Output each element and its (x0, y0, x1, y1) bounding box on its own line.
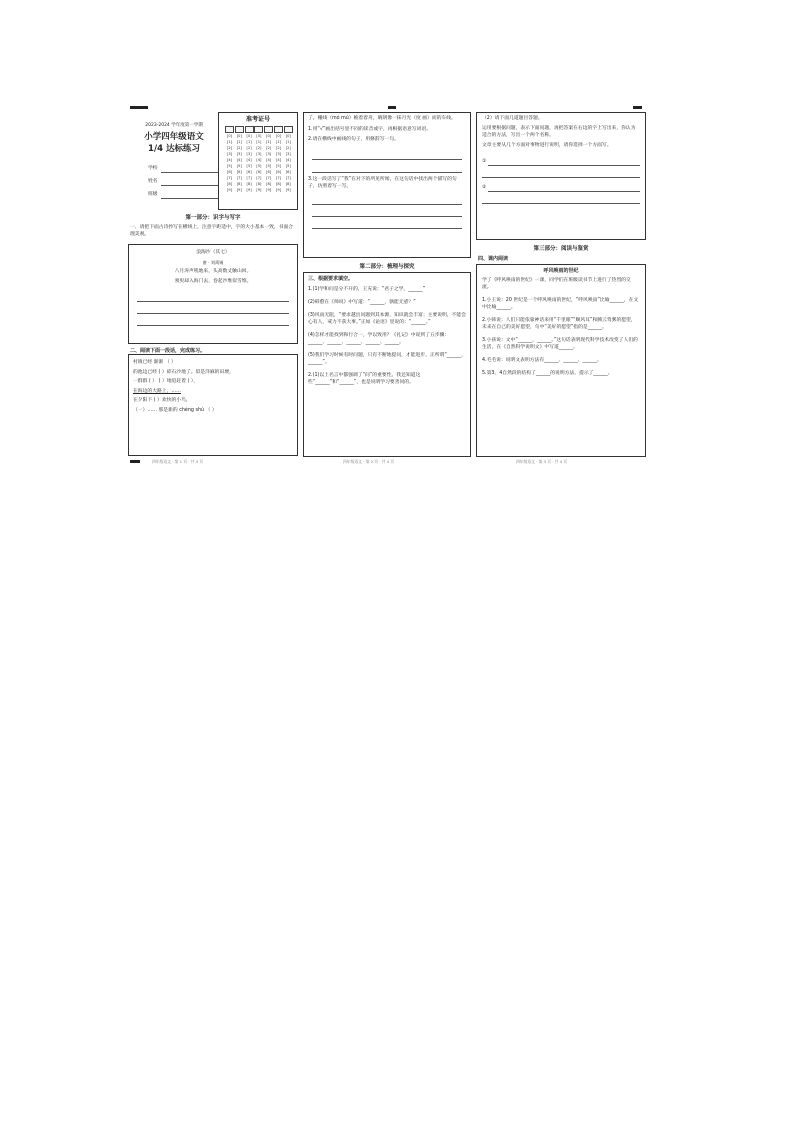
answer-blank-1-cont[interactable] (482, 168, 640, 178)
exam-number-box (218, 112, 298, 210)
exam-number-bubble[interactable]: [2] (256, 145, 262, 150)
exam-number-bubble[interactable]: [8] (256, 182, 262, 187)
passage-line: （一）…… 那是新的 chéng shú （ ） (133, 407, 217, 413)
exam-number-bubble[interactable]: [8] (266, 182, 272, 187)
exam-number-bubble[interactable]: [7] (285, 176, 291, 181)
exam-number-bubble[interactable]: [1] (246, 139, 252, 144)
top-question: （2）请下面几道题目答题。 (482, 116, 543, 121)
column-b (303, 112, 471, 464)
exam-number-bubble[interactable]: [9] (266, 188, 272, 193)
field-class[interactable]: 班级 (148, 186, 218, 199)
column-c (476, 112, 646, 464)
exam-number-bubble[interactable]: [5] (226, 163, 233, 168)
passage-line-underlined: 在海边的大路上，…… (133, 388, 181, 394)
exam-number-bubble[interactable]: [4] (226, 157, 233, 162)
exam-number-bubble[interactable]: [2] (285, 145, 291, 150)
poem-author: 唐 · 刘禹锡 (202, 259, 224, 265)
exam-number-label: 准考证号 (245, 116, 270, 123)
exam-number-bubble[interactable]: [7] (226, 176, 233, 181)
q3-item-3: 3.这一段话写了“我”在对下的所见所闻，在这句话中找出两个描写的句子，仿照着写一写。 (308, 176, 457, 189)
exam-title: 小学四年级语文 (144, 132, 204, 142)
exam-number-bubble[interactable]: [6] (285, 170, 291, 175)
exam-number-bubble[interactable]: [4] (256, 157, 262, 162)
exam-number-bubble[interactable]: [3] (266, 151, 272, 156)
q4-item: 1.(1)学和问是分不开的，王充说：“君子之学，______” (308, 287, 426, 293)
top-text: 运用要根据问题，表示下面问题，再把答案在右边的字上写出来，你认为适合的方法，写出一个两个名称。 (482, 125, 636, 138)
exam-number-bubble[interactable]: [7] (246, 176, 252, 181)
q3-answer-lines-b[interactable] (312, 193, 462, 229)
exam-number-bubble[interactable]: [6] (275, 170, 282, 175)
exam-number-bubble[interactable]: [6] (236, 170, 242, 175)
page-footer-2: 四年级语文 · 第 2 页 · 共 4 页 (343, 459, 395, 464)
exam-number-bubble[interactable]: [8] (246, 182, 252, 187)
q4-box (303, 272, 471, 457)
exam-number-bubble[interactable]: [3] (275, 151, 282, 156)
exam-number-bubble[interactable]: [1] (266, 139, 272, 144)
q2-heading: 二、阅读下面一段话，完成练习。 (130, 348, 206, 354)
q4-item: (4)怎样才能找到和行合一，学以致用？《礼记》中说到了五步骤：______、______、______、______、______。 (308, 333, 450, 346)
poem-line-2: 须臾却入海门去，卷起沙堆似雪堆。 (174, 279, 252, 284)
exam-number-bubble[interactable]: [5] (285, 163, 291, 168)
poem-box (128, 244, 298, 344)
exam-number-grid (225, 126, 293, 194)
exam-number-bubble[interactable]: [1] (285, 139, 291, 144)
exam-number-bubble[interactable]: [8] (226, 182, 233, 187)
exam-number-bubbles[interactable] (225, 134, 293, 194)
exam-number-bubble[interactable]: [9] (285, 188, 291, 193)
reading-title: 呼风唤雨的世纪 (543, 268, 579, 274)
exam-number-bubble[interactable]: [0] (266, 133, 272, 138)
reading-item: 1.小王说：20 世纪是一个呼风唤雨的世纪，“呼风唤雨”比喻______，在文中比喻______。 (482, 298, 639, 311)
passage-line: 一群群 ( ） ( ）地追赶着 ( ）， (133, 379, 199, 384)
copy-lines[interactable] (137, 290, 289, 326)
q4-item: (3)风雨无阻，“要求越出问题到其本源，知识就会丰富；主要说明，不能会心有人，戒力不获大事。”正如《论语》里说的：“______。” (308, 313, 466, 326)
exam-number-bubble[interactable]: [6] (266, 170, 272, 175)
exam-number-bubble[interactable]: [8] (236, 182, 242, 187)
passage-box (128, 354, 298, 456)
poem-line-1: 八月涛声吼地来，头高数丈触山回。 (174, 269, 252, 275)
exam-number-bubble[interactable]: [0] (256, 133, 262, 138)
reading-item: 3.小孩说：文中“______，______。”这句话表明现代科学技术改变了人们的生活，在《自然科学说明文》中写道______。 (482, 337, 638, 350)
exam-number-bubble[interactable]: [0] (275, 133, 282, 138)
exam-number-bubble[interactable]: [7] (266, 176, 272, 181)
registration-mark-right (633, 106, 642, 109)
q4-item: (5)我们学习时候有时问题，只有不断地提问，才能进步。正所谓“______，______”。 (308, 352, 466, 365)
part3-heading: 第三部分：阅读与鉴赏 (533, 246, 589, 252)
exam-number-bubble[interactable]: [9] (226, 188, 233, 193)
info-fields (148, 160, 218, 199)
exam-number-bubble[interactable]: [4] (275, 157, 282, 162)
answer-blank-2-cont[interactable] (482, 194, 640, 204)
page-footer-1: 四年级语文 · 第 1 页 · 共 4 页 (152, 459, 204, 464)
answer-blank-2[interactable]: ② (482, 184, 640, 192)
exam-number-bubble[interactable]: [2] (226, 145, 233, 150)
exam-number-bubble[interactable]: [3] (256, 151, 262, 156)
school-year: 2023-2024 学年度第一学期 (145, 123, 203, 128)
q3-item-2: 2.请在横线中画线的句子，用修辞写一句。 (308, 136, 399, 142)
exam-number-bubble[interactable]: [2] (266, 145, 272, 150)
exam-number-bubble[interactable]: [5] (236, 163, 242, 168)
q4-item: (2)韩愈在《师说》中写道：“______，孰能无惑？” (308, 300, 416, 306)
exam-number-bubble[interactable]: [4] (266, 157, 272, 162)
exam-number-bubble[interactable]: [9] (256, 188, 262, 193)
exam-number-bubble[interactable]: [3] (246, 151, 252, 156)
exam-number-bubble[interactable]: [9] (236, 188, 242, 193)
reading-item: 4.毛毛说：说明文表明方法有______、______、______。 (482, 357, 602, 363)
exam-number-bubble[interactable]: [4] (236, 157, 242, 162)
registration-mark-center (388, 106, 396, 109)
grid-header (225, 126, 293, 133)
poem-title: 浪淘沙（其七） (196, 250, 230, 255)
page-footer-3: 四年级语文 · 第 3 页 · 共 4 页 (516, 459, 568, 464)
exam-number-bubble[interactable]: [6] (246, 170, 252, 175)
q3-item-1: 1.用“√”画出括号里不同的读音或字，再根据语意写词语。 (308, 126, 431, 132)
exam-number-bubble[interactable]: [5] (266, 163, 272, 168)
exam-number-bubble[interactable]: [0] (226, 133, 233, 138)
q4-item: 2.(1)以上名言中都强调了“问”的重要性。我还知道这些“______”和“______”，也是说明学习要善问的。 (308, 372, 421, 385)
passage-line: 的池边已经 ( ）碎石沙地了。似是洋麻的田埂， (133, 369, 234, 375)
exam-number-bubble[interactable]: [9] (246, 188, 252, 193)
part2-heading: 第二部分：梳理与探究 (359, 264, 415, 270)
q3-text: 了。栅线（mó mú）桅着着舟，晴朗像一抹月光（度 画）而的车线。 (308, 116, 456, 121)
exam-number-bubble[interactable]: [7] (275, 176, 282, 181)
exam-number-bubble[interactable]: [8] (285, 182, 291, 187)
q5-heading: 四、课内阅读 (478, 256, 509, 262)
exam-number-bubble[interactable]: [1] (256, 139, 262, 144)
exam-number-bubble[interactable]: [1] (236, 139, 242, 144)
exam-number-bubble[interactable]: [4] (246, 157, 252, 162)
exam-number-bubble[interactable]: [5] (246, 163, 252, 168)
passage-line: 村镇已经 渐渐 （ ） (133, 360, 176, 365)
field-school[interactable]: 学校 (148, 160, 218, 173)
exam-number-bubble[interactable]: [3] (236, 151, 242, 156)
exam-number-bubble[interactable]: [5] (275, 163, 282, 168)
q4-heading: 三、根据要求填空。 (308, 276, 354, 282)
exam-number-bubble[interactable]: [3] (285, 151, 291, 156)
exam-subtitle: 1/4 达标练习 (148, 144, 200, 154)
exam-number-bubble[interactable]: [4] (285, 157, 291, 162)
reading-item: 2.小韩说：人们只能依靠神话来用“千里眼”“顺风耳”和腾云驾雾的愿望，未来在自己的美好愿望，句中“美好的愿望”指的是______。 (482, 318, 636, 331)
exam-number-bubble[interactable]: [0] (285, 133, 291, 138)
exam-number-bubble[interactable]: [2] (246, 145, 252, 150)
answer-blank-1[interactable]: ① (482, 158, 640, 166)
exam-number-bubble[interactable]: [5] (256, 163, 262, 168)
top-text-2: 文章主要从几个方面对事物进行说明，请你选择一个方面写。 (482, 142, 612, 148)
part1-heading: 第一部分：识字与写字 (185, 215, 241, 221)
q-top-box (476, 112, 646, 240)
exam-number-bubble[interactable]: [1] (226, 139, 233, 144)
passage-line: 在夕阳下 ( ）欢快的小鸟， (133, 398, 191, 403)
reading-intro: 学了《呼风唤雨的世纪》一课，同学们在班级读书节上进行了热烈的交流。 (482, 278, 631, 291)
reading-item: 5.第3、4自然段的结构了______的说明方法，提示了______。 (482, 370, 613, 376)
exam-number-bubble[interactable]: [7] (236, 176, 242, 181)
exam-number-bubble[interactable]: [0] (246, 133, 252, 138)
exam-number-bubble[interactable]: [3] (226, 151, 233, 156)
registration-mark-left (130, 106, 148, 109)
reading-box (476, 264, 646, 457)
exam-number-bubble[interactable]: [8] (275, 182, 282, 187)
column-a (128, 112, 298, 464)
exam-number-bubble[interactable]: [6] (256, 170, 262, 175)
exam-number-bubble[interactable]: [7] (256, 176, 262, 181)
field-name[interactable]: 姓名 (148, 173, 218, 186)
exam-number-bubble[interactable]: [9] (275, 188, 282, 193)
registration-mark-bottom-left (130, 460, 140, 463)
exam-number-bubble[interactable]: [0] (236, 133, 242, 138)
exam-number-bubble[interactable]: [2] (236, 145, 242, 150)
q3-box (303, 112, 471, 258)
exam-number-bubble[interactable]: [6] (226, 170, 233, 175)
exam-number-bubble[interactable]: [2] (275, 145, 282, 150)
q1-text: 一、请把下面古诗抄写在横线上，注意字距适中，字的大小基本一致，书面合理美观。 (130, 225, 294, 237)
q3-answer-lines-a[interactable] (312, 147, 462, 173)
exam-number-bubble[interactable]: [1] (275, 139, 282, 144)
